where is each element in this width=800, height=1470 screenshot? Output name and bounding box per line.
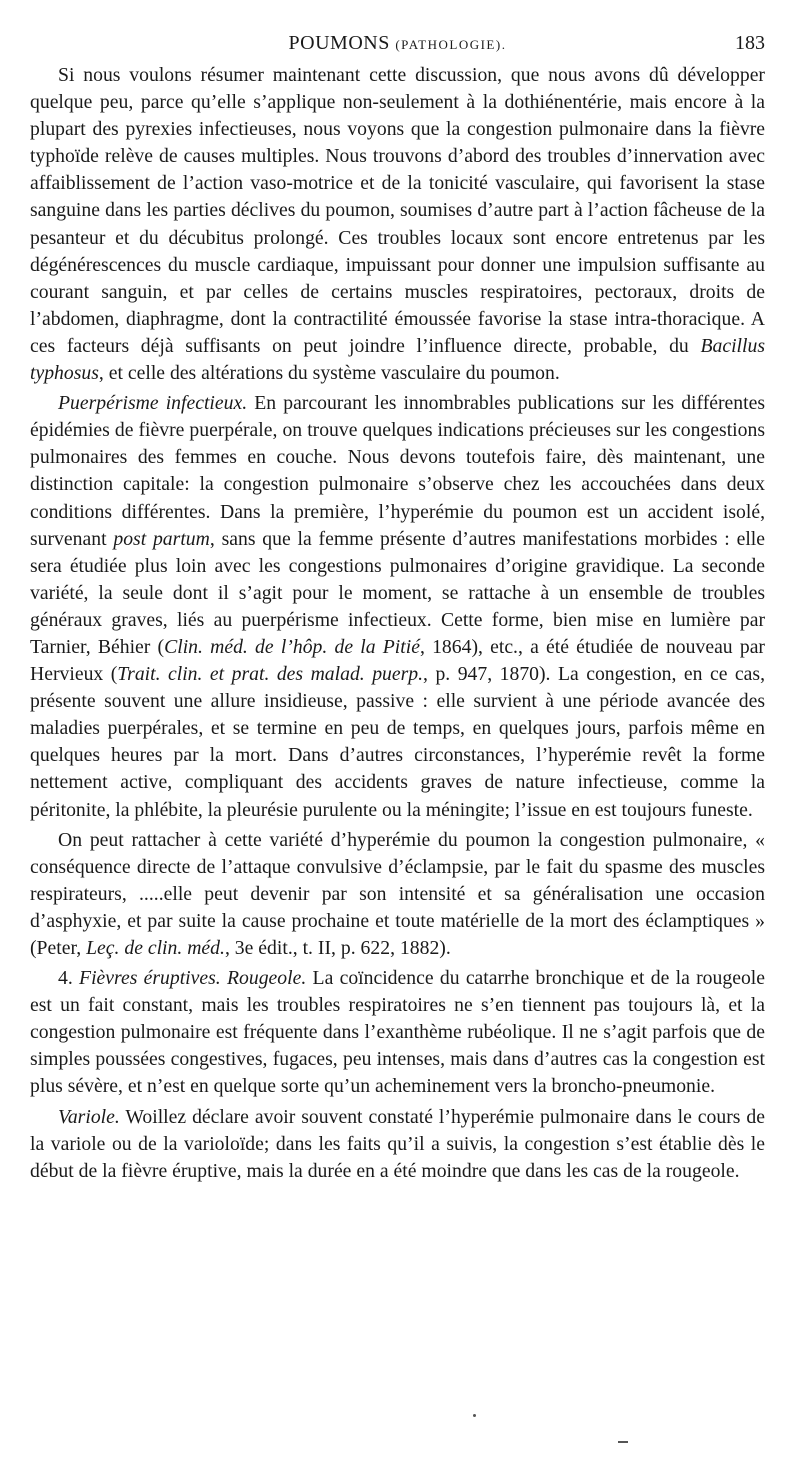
paragraph-summary	[30, 62, 765, 387]
text-run: , 1864), etc., a été étudiée de nouveau par Hervieux (	[30, 635, 765, 686]
text-run: , sans que la femme présente d’autres manifestations morbides : elle sera étudiée plus loin avec les congestions pulmonaires d’origine gravidique. La seconde variété, la seule dont il s’agit pour le moment, se rattache à un ensemble de troubles généraux graves, liés au puerpérisme infectieux. Cette forme, bien mise en lumière par Tarnier, Béhier (	[30, 527, 765, 658]
running-title	[30, 32, 765, 55]
italic-text: Clin. méd. de l’hôp. de la Pitié	[164, 635, 420, 658]
paragraph-puerperisme	[30, 390, 765, 824]
italic-text: Trait. clin. et prat. des malad. puerp.	[117, 663, 424, 686]
italic-text: Variole.	[58, 1105, 120, 1128]
italic-text: Fièvres éruptives. Rougeole.	[79, 967, 307, 990]
text-run: Woillez déclare avoir souvent constaté l’hyperémie pulmonaire dans le cours de la variole ou de la varioloïde; dans les faits qu’il a suivis, la congestion s’est établie dès le début de la fièvre éruptive, mais la durée en a été moindre que dans les cas de la rougeole.	[30, 1105, 765, 1182]
stray-dot-mark	[473, 1414, 476, 1417]
italic-text: Leç. de clin. méd.	[86, 937, 225, 959]
text-run: , et celle des altérations du système vasculaire du poumon.	[98, 362, 560, 385]
italic-text: Puerpérisme infectieux.	[58, 392, 248, 415]
text-run: La coïncidence du catarrhe bronchique et de la rougeole est un fait constant, mais les troubles respiratoires ne s’en tiennent pas toujours là, et la congestion pulmonaire est fréquente dans l’exanthème rubéolique. Il ne s’agit parfois que de simples poussées congestives, fugaces, peu intenses, mais dans d’autres cas la congestion est plus sévère, et n’est en quelque sorte qu’un acheminement vers la broncho-pneumonie.	[30, 967, 766, 1098]
running-title-sub: (PATHOLOGIE).	[395, 37, 507, 52]
text-run: En parcourant les innombrables publications sur les différentes épidémies de fièvre puerpérale, on trouve quelques indications précieuses sur les congestions pulmonaires des femmes en couche. Nous devons toutefois faire, dès maintenant, une distinction capitale: la congestion pulmonaire s’observe chez les accouchées dans deux conditions différentes. Dans la première, l’hyperémie du poumon est un accident isolé, survenant	[30, 392, 766, 550]
paragraph-fievres-eruptives	[30, 965, 765, 1100]
italic-text: Bacillus typhosus	[30, 334, 765, 385]
stray-dash-mark	[618, 1441, 628, 1443]
text-run: , 3e édit., t. II, p. 622, 1882).	[224, 937, 451, 959]
running-title-main: POUMONS	[288, 32, 390, 54]
page-header	[30, 30, 765, 58]
text-run: 4.	[58, 967, 80, 990]
text-run: On peut rattacher à cette variété d’hyperémie du poumon la congestion pulmonaire, « conséquence directe de l’attaque convulsive d’éclampsie, par le fait du spasme des muscles respirateurs, .....elle peut devenir par son intensité et sa généralisation une occasion d’asphyxie, et par suite la cause prochaine et toute matérielle de la mort des éclamptiques » (Peter,	[30, 828, 765, 959]
page-number: 183	[735, 32, 765, 54]
text-run: Si nous voulons résumer maintenant cette discussion, que nous avons dû développer quelque peu, parce qu’elle s’applique non-seulement à la dothiénentérie, mais encore à la plupart des pyrexies infectieuses, nous voyons que la congestion pulmonaire dans la fièvre typhoïde relève de causes multiples. Nous trouvons d’abord des troubles d’innervation avec affaiblissement de l’action vaso-motrice et de la tonicité vasculaire, qui favorisent la stase sanguine dans les parties déclives du poumon, soumises d’autre part à l’action fâcheuse de la pesanteur et du décubitus prolongé. Ces troubles locaux sont encore entretenus par les dégénérescences du muscle cardiaque, impuissant pour donner une impulsion suffisante au courant sanguin, et par celles de certains muscles respiratoires, pectoraux, droits de l’abdomen, diaphragme, dont la contractilité émoussée favorise la stase intra-thoracique. A ces facteurs déjà suffisants on peut joindre l’influence directe, probable, du	[30, 64, 765, 357]
body-text	[30, 62, 765, 1185]
paragraph-eclampsie	[30, 827, 765, 962]
paragraph-variole	[30, 1104, 765, 1185]
italic-text: post partum	[113, 527, 210, 550]
text-run: , p. 947, 1870). La congestion, en ce cas, présente souvent une allure insidieuse, passive : elle survient à une période avancée des maladies puerpérales, et se termine en peu de temps, en quelques jours, parfois même en quelques heures par la mort. Dans d’autres circonstances, l’hyperémie revêt la forme nettement active, compliquant des accidents graves de nature infectieuse, comme la péritonite, la phlébite, la pleurésie purulente ou la méningite; l’issue en est toujours funeste.	[30, 663, 765, 821]
